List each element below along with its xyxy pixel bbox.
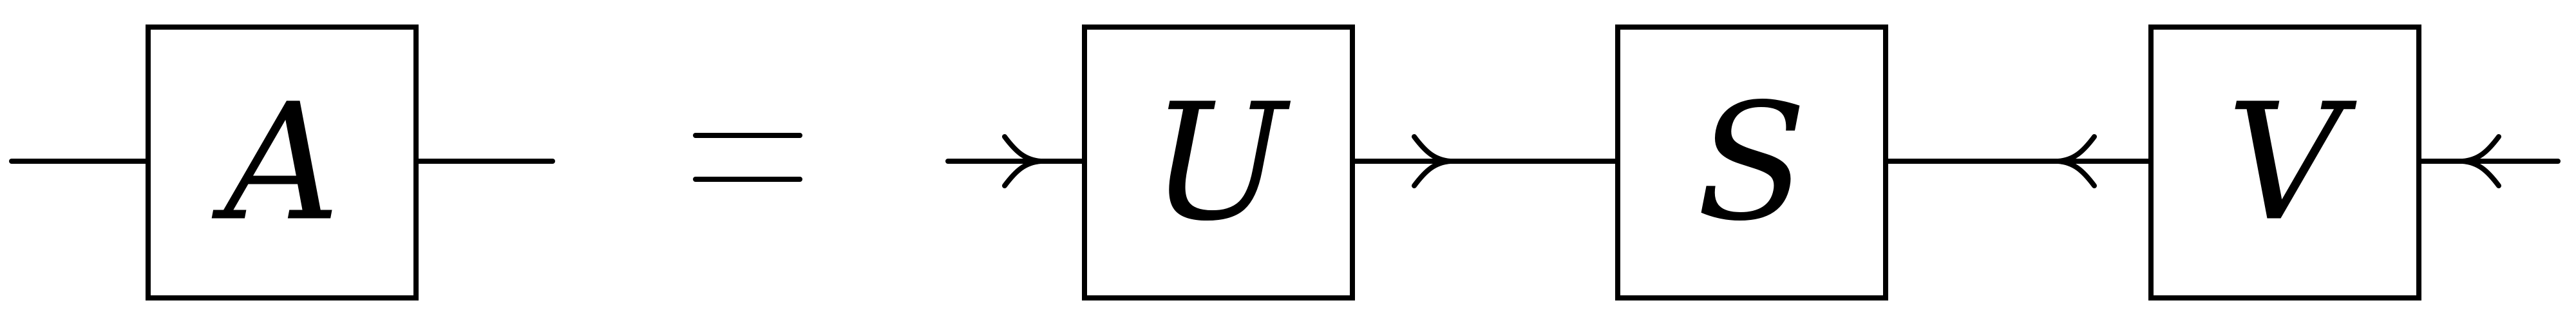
tensor-v-label: V bbox=[2226, 68, 2344, 257]
equals-sign-icon bbox=[696, 135, 800, 179]
tensor-a-label: A bbox=[223, 68, 341, 257]
tensor-s-label: S bbox=[1696, 68, 1807, 257]
rhs-network bbox=[948, 27, 2558, 298]
lhs-tensor-a bbox=[12, 27, 553, 298]
tensor-u-label: U bbox=[1150, 68, 1287, 257]
